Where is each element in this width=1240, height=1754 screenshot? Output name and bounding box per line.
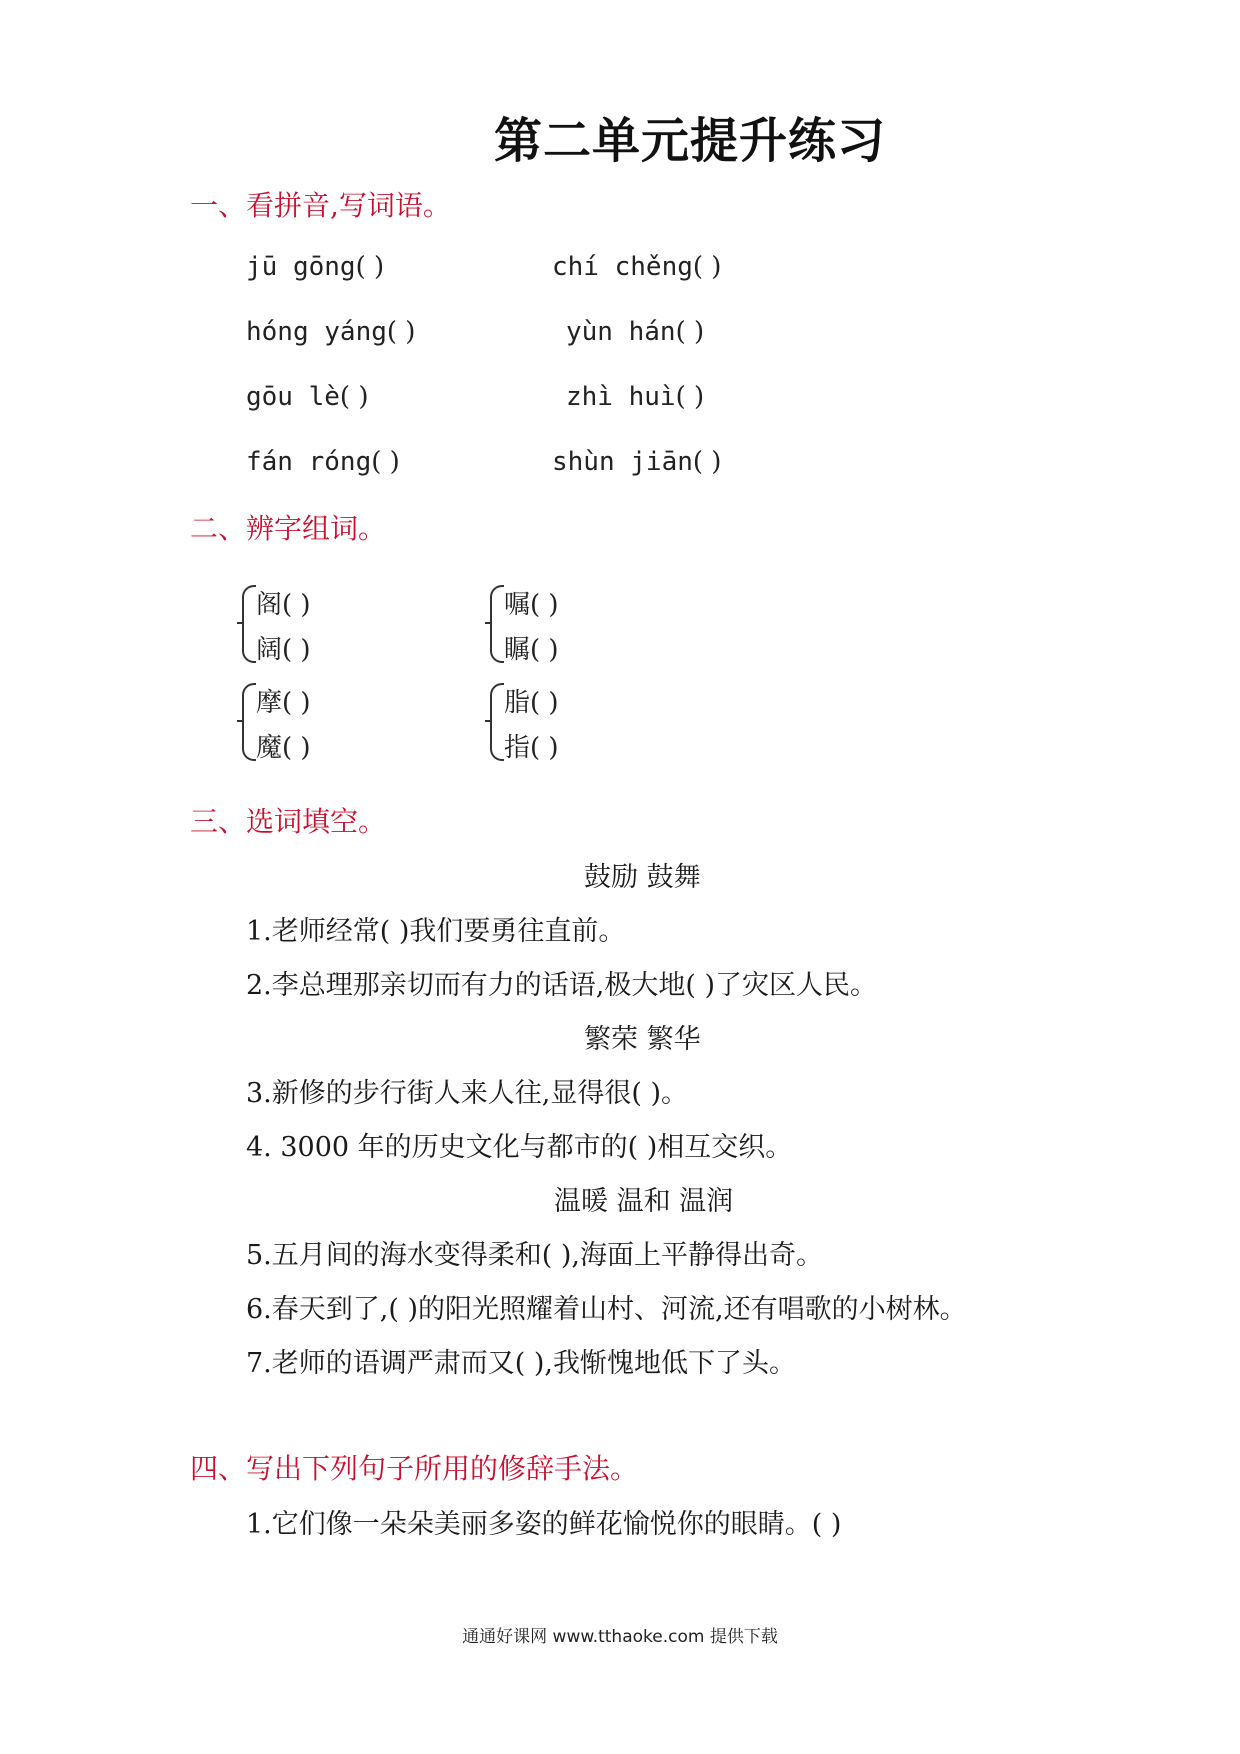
answer-blank[interactable]: ( ) (282, 590, 311, 620)
group-char: 瞩 (504, 635, 531, 665)
answer-blank[interactable]: ( ) (282, 733, 311, 763)
group-char: 魔 (256, 733, 283, 763)
brace-icon (242, 585, 256, 663)
answer-blank[interactable]: ( ) (282, 635, 311, 665)
pinyin-item (246, 317, 415, 347)
pinyin-text: zhì huì (566, 382, 676, 412)
pinyin-text: shùn jiān (552, 447, 693, 477)
pinyin-text: hóng yáng (246, 317, 387, 347)
word-group-line (256, 629, 311, 666)
group-char: 阔 (256, 635, 283, 665)
pinyin-item (566, 317, 704, 347)
pinyin-text: chí chěng (552, 252, 693, 282)
group-char: 阁 (256, 590, 283, 620)
word-group-line (256, 584, 311, 621)
answer-blank[interactable]: ( ) (530, 635, 559, 665)
group-char: 嘱 (504, 590, 531, 620)
question-1: 1.它们像一朵朵美丽多姿的鲜花愉悦你的眼睛。( ) (246, 1509, 842, 1540)
answer-blank[interactable]: ( ) (530, 688, 559, 718)
page-footer: 通通好课网 www.tthaoke.com 提供下载 (462, 1627, 778, 1647)
answer-blank[interactable]: ( ) (282, 688, 311, 718)
answer-blank[interactable]: ( ) (386, 317, 416, 347)
group-char: 指 (504, 733, 531, 763)
answer-blank[interactable]: ( ) (371, 447, 400, 477)
pinyin-item (566, 382, 704, 412)
brace-icon (242, 683, 256, 761)
pinyin-text: yùn hán (566, 317, 676, 347)
question-2: 2.李总理那亲切而有力的话语,极大地( )了灾区人民。 (246, 970, 877, 1001)
answer-blank[interactable]: ( ) (530, 733, 559, 763)
group-char: 脂 (504, 688, 531, 718)
word-group-line (504, 727, 559, 764)
answer-blank[interactable]: ( ) (692, 447, 722, 477)
pinyin-item (246, 447, 400, 477)
question-1: 1.老师经常( )我们要勇往直前。 (246, 916, 626, 947)
question-3: 3.新修的步行街人来人往,显得很( )。 (246, 1078, 688, 1109)
answer-blank[interactable]: ( ) (692, 252, 722, 282)
pinyin-text: fán róng (246, 447, 372, 477)
answer-blank[interactable]: ( ) (530, 590, 559, 620)
answer-blank[interactable]: ( ) (675, 382, 705, 412)
section-4-heading: 四、写出下列句子所用的修辞手法。 (190, 1452, 639, 1485)
pinyin-item (246, 252, 384, 282)
word-group-line (256, 727, 311, 764)
word-group-line (504, 682, 559, 719)
word-group-line (504, 629, 559, 666)
group-char: 摩 (256, 688, 283, 718)
section-2-heading: 二、辨字组词。 (190, 512, 387, 545)
pinyin-item (552, 252, 721, 282)
question-6: 6.春天到了,( )的阳光照耀着山村、河流,还有唱歌的小树林。 (246, 1294, 967, 1325)
pinyin-text: gōu lè (246, 382, 340, 412)
page-title: 第二单元提升练习 (493, 113, 886, 169)
answer-blank[interactable]: ( ) (675, 317, 705, 347)
word-choices: 繁荣 繁华 (584, 1024, 701, 1055)
answer-blank[interactable]: ( ) (339, 382, 369, 412)
word-group-line (504, 584, 559, 621)
answer-blank[interactable]: ( ) (355, 252, 385, 282)
section-3-heading: 三、选词填空。 (190, 805, 387, 838)
word-group-line (256, 682, 311, 719)
pinyin-item (552, 447, 721, 477)
word-choices: 鼓励 鼓舞 (584, 862, 701, 893)
brace-icon (490, 683, 504, 761)
question-5: 5.五月间的海水变得柔和( ),海面上平静得出奇。 (246, 1240, 823, 1271)
question-7: 7.老师的语调严肃而又( ),我惭愧地低下了头。 (246, 1348, 796, 1379)
pinyin-text: jū gōng (246, 252, 356, 282)
brace-icon (490, 585, 504, 663)
section-1-heading: 一、看拼音,写词语。 (190, 189, 451, 222)
question-4: 4. 3000 年的历史文化与都市的( )相互交织。 (246, 1132, 793, 1163)
pinyin-item (246, 382, 368, 412)
word-choices: 温暖 温和 温润 (554, 1186, 734, 1217)
